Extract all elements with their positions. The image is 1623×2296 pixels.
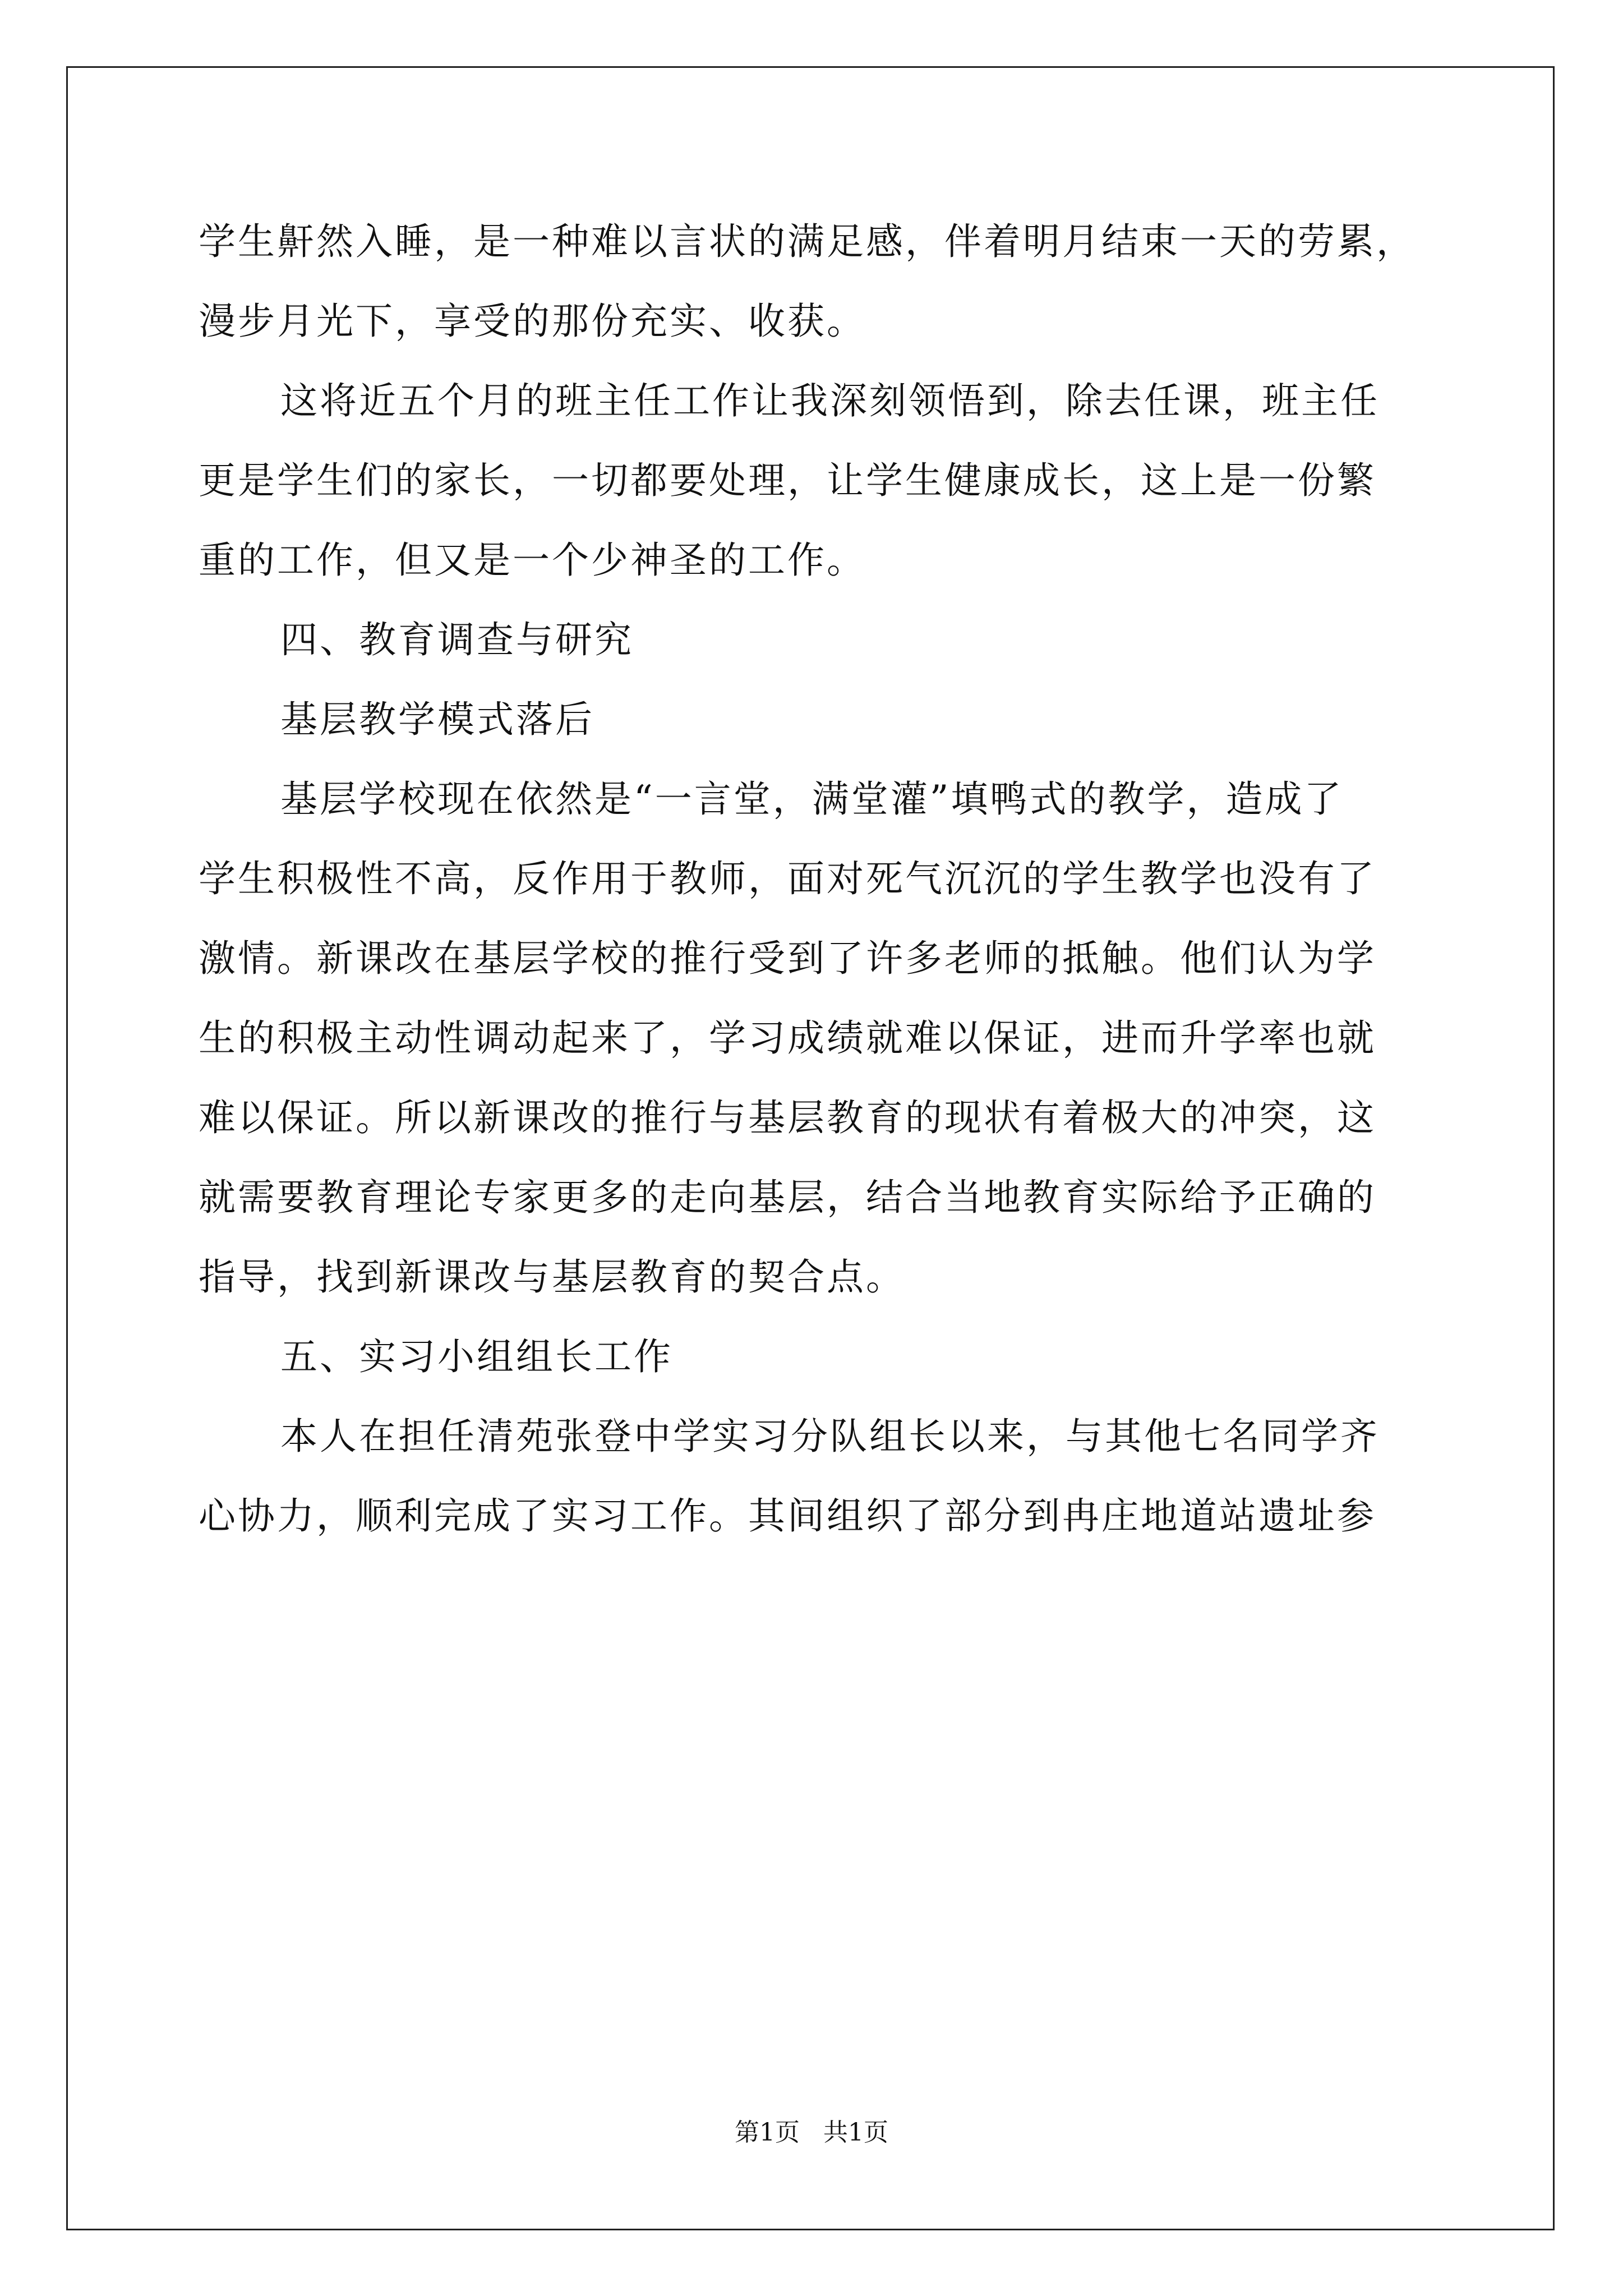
- body-line: 基层学校现在依然是“一言堂，满堂灌”填鸭式的教学，造成了: [280, 777, 1344, 821]
- body-line: 重的工作，但又是一个少神圣的工作。: [199, 539, 866, 582]
- body-line: 学生鼾然入睡，是一种难以言状的满足感，伴着明月结束一天的劳累，: [199, 220, 1415, 263]
- section-heading: 四、教育调查与研究: [280, 618, 634, 661]
- document-body: [199, 202, 1432, 1556]
- body-line: 生的积极主动性调动起来了，学习成绩就难以保证，进而升学率也就: [199, 1016, 1376, 1060]
- body-line: 指导，找到新课改与基层教育的契合点。: [199, 1255, 905, 1299]
- body-line: 激情。新课改在基层学校的推行受到了许多老师的抵触。他们认为学: [199, 937, 1376, 980]
- body-line: 心协力，顺利完成了实习工作。其间组织了部分到冉庄地道站遗址参: [199, 1494, 1376, 1538]
- body-line: 这将近五个月的班主任工作让我深刻领悟到，除去任课，班主任: [280, 379, 1380, 422]
- body-line: 更是学生们的家长，一切都要处理，让学生健康成长，这上是一份繁: [199, 459, 1376, 502]
- page-number: 第1页: [735, 2118, 800, 2147]
- section-heading: 五、实习小组组长工作: [280, 1335, 673, 1378]
- body-line: 漫步月光下，享受的那份充实、收获。: [199, 300, 866, 343]
- body-line: 本人在担任清苑张登中学实习分队组长以来，与其他七名同学齐: [280, 1415, 1380, 1458]
- page-total: 共1页: [823, 2118, 888, 2147]
- subsection-heading: 基层教学模式落后: [280, 698, 594, 741]
- body-line: 难以保证。所以新课改的推行与基层教育的现状有着极大的冲突，这: [199, 1096, 1376, 1139]
- page-footer: [0, 2116, 1623, 2150]
- body-line: 学生积极性不高，反作用于教师，面对死气沉沉的学生教学也没有了: [199, 857, 1376, 900]
- body-line: 就需要教育理论专家更多的走向基层，结合当地教育实际给予正确的: [199, 1176, 1376, 1219]
